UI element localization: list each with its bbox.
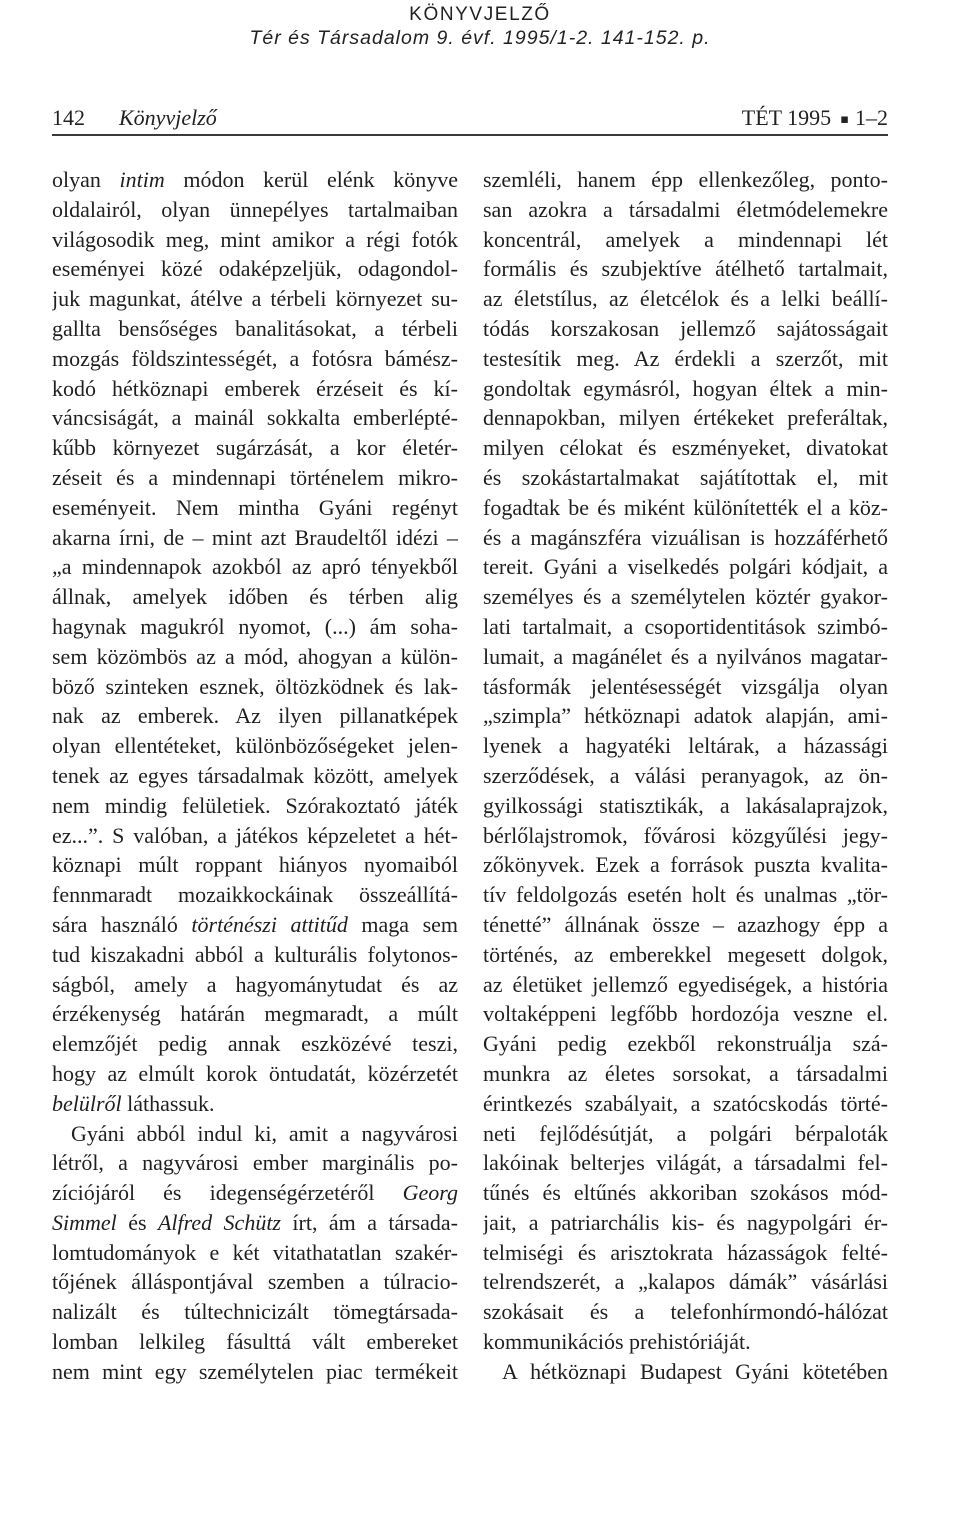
text-segment: tív feldolgozás esetén holt és unalmas „tör- (483, 882, 888, 908)
text-line (483, 1238, 888, 1268)
italic-text: Alfred Schütz (157, 1209, 281, 1235)
paragraph (483, 1357, 888, 1387)
text-segment: sem közömbös az a mód, ahogyan a külön- (52, 643, 458, 669)
text-line (483, 1148, 888, 1178)
text-line (483, 463, 888, 493)
text-segment: telmiségi és arisztokrata házasságok felté- (483, 1239, 888, 1265)
text-segment: lyenek a hagyatéki leltárak, a házassági (483, 733, 888, 759)
text-line (483, 1178, 888, 1208)
text-segment: láthassuk. (121, 1090, 215, 1116)
text-line (483, 970, 888, 1000)
text-segment: tud kiszakadni abból a kulturális folytonos- (52, 941, 458, 967)
text-segment: juk magunkat, átélve a térbeli környezet su- (52, 286, 458, 312)
text-line (483, 1267, 888, 1297)
text-segment: létről, a nagyvárosi ember marginális po- (52, 1150, 458, 1176)
text-segment: eseményei közé odaképzeljük, odagondol- (52, 256, 458, 282)
text-segment: kommunikációs prehistóriáját. (483, 1329, 751, 1355)
text-line (483, 284, 888, 314)
text-line (52, 314, 458, 344)
text-segment: Gyáni abból indul ki, amit a nagyvárosi (71, 1120, 458, 1146)
text-segment: az életüket jellemző egyediségek, a história (483, 971, 888, 997)
text-segment: Gyáni pedig ezekből rekonstruálja szá- (483, 1031, 888, 1057)
issue-number: 1–2 (855, 105, 888, 130)
text-segment: nem mindig felületiek. Szórakoztató játék (52, 792, 458, 818)
text-line (483, 552, 888, 582)
text-line (483, 880, 888, 910)
paragraph (52, 1119, 458, 1387)
italic-text: intim (119, 167, 165, 192)
text-line (483, 1089, 888, 1119)
text-segment: lomtudományok e két vitathatatlan szakér- (52, 1239, 458, 1265)
text-line (52, 374, 458, 404)
text-line (483, 612, 888, 642)
header-rule (52, 134, 888, 136)
text-line (52, 195, 458, 225)
text-column-right (483, 165, 888, 1387)
text-segment: bérlőlajstromok, fővárosi közgyűlési jegy- (483, 822, 888, 848)
italic-text: belülről (52, 1090, 122, 1116)
text-segment: érzékenység határán megmaradt, a múlt (52, 1001, 458, 1027)
text-line (52, 612, 458, 642)
text-segment: állnak, amelyek időben és térben alig (52, 584, 458, 610)
text-segment: kodó hétköznapi emberek érzéseit és kí- (52, 375, 458, 401)
square-bullet-icon: ▪ (840, 112, 849, 127)
text-line (52, 523, 458, 553)
text-line (483, 523, 888, 553)
text-segment: szemléli, hanem épp ellenkezőleg, ponto- (483, 167, 888, 192)
text-segment: és (116, 1209, 158, 1235)
text-line (483, 225, 888, 255)
text-line (52, 1357, 458, 1387)
text-segment: tereit. Gyáni a viselkedés polgári kódjait, a (483, 554, 888, 580)
text-segment: tásformák jelentésességét vizsgálja olyan (483, 673, 888, 699)
text-line (52, 880, 458, 910)
text-segment: testesítik meg. Az érdekli a szerzőt, mit (483, 345, 888, 371)
text-line (52, 1267, 458, 1297)
text-line (483, 999, 888, 1029)
text-line (52, 1119, 458, 1149)
text-line (483, 850, 888, 880)
text-line (52, 165, 458, 195)
text-segment: akarna írni, de – mint azt Braudeltől idézi – (52, 524, 458, 550)
text-column-left (52, 165, 458, 1387)
text-segment: ez...”. S valóban, a játékos képzeletet a hét- (52, 822, 458, 848)
text-line (483, 791, 888, 821)
text-segment: maga sem (347, 911, 458, 937)
text-segment: „a mindennapok azokból az apró tényekből (52, 554, 458, 580)
text-segment: írt, ám a társada- (281, 1209, 458, 1235)
paragraph (52, 165, 458, 1119)
text-segment: lakóinak belterjes világát, a társadalmi fel- (483, 1150, 888, 1176)
text-segment: munkra az életes sorsokat, a társadalmi (483, 1060, 888, 1086)
text-line (52, 940, 458, 970)
text-segment: sára használó (52, 911, 192, 937)
text-line (483, 672, 888, 702)
text-line (52, 731, 458, 761)
text-line (483, 374, 888, 404)
text-line (483, 493, 888, 523)
text-segment: az életstílus, az életcélok és a lelki beállí- (483, 286, 888, 312)
text-line (52, 403, 458, 433)
text-line (52, 910, 458, 940)
text-line (483, 1357, 888, 1387)
text-line (52, 254, 458, 284)
text-line (483, 433, 888, 463)
text-segment: san azokra a társadalmi életmódelemekre (483, 196, 888, 222)
text-segment: érintkezés szabályait, a szatócskodás törté- (483, 1090, 888, 1116)
text-line (52, 850, 458, 880)
text-segment: böző szinteken esznek, öltözködnek és lak- (52, 673, 458, 699)
text-segment: nem mint egy személytelen piac termékeit (52, 1358, 458, 1384)
text-line (483, 1119, 888, 1149)
page-number: 142 (52, 105, 85, 130)
text-segment: tódás korszakosan jellemző sajátosságait (483, 315, 888, 341)
journal-citation: Tér és Társadalom 9. évf. 1995/1-2. 141-152. p. (249, 27, 711, 49)
journal-abbreviation: TÉT 1995 (741, 105, 832, 130)
text-line (483, 821, 888, 851)
text-segment: és szokástartalmakat sajátítottak el, mit (483, 464, 888, 490)
text-segment: hogy az elmúlt korok öntudatát, közérzetét (52, 1060, 458, 1086)
text-segment: zéseit és a mindennapi történelem mikro- (52, 464, 458, 490)
text-line (52, 582, 458, 612)
text-line (52, 1327, 458, 1357)
text-segment: koncentrál, amelyek a mindennapi lét (483, 226, 888, 252)
text-segment: személyes és a személytelen köztér gyakor- (483, 584, 888, 610)
text-segment: „szimpla” hétköznapi adatok alapján, ami- (483, 703, 888, 729)
text-line (52, 701, 458, 731)
text-line (483, 165, 888, 195)
text-segment: gyilkossági statisztikák, a lakásalaprajzok, (483, 792, 888, 818)
text-segment: tűnés és eltűnés akkoriban szokásos mód- (483, 1180, 888, 1206)
text-line (483, 1327, 888, 1357)
text-line (52, 1029, 458, 1059)
text-line (52, 642, 458, 672)
text-segment: fogadtak be és miként különítették el a köz- (483, 494, 888, 520)
text-segment: és a magánszféra vizuálisan is hozzáférhető (483, 524, 888, 550)
text-segment: ténetté” állnának össze – azazhogy épp a (483, 911, 888, 937)
text-segment: olyan ellentéteket, különbözőségeket jelen- (52, 733, 458, 759)
text-line (52, 1238, 458, 1268)
text-segment: jait, a patriarchális kis- és nagypolgári ér- (483, 1209, 888, 1235)
running-head-right (742, 104, 888, 132)
text-segment: voltaképpeni legfőbb hordozója veszne el. (483, 1001, 888, 1027)
italic-text: történészi attitűd (191, 911, 348, 937)
running-head-section: Könyvjelző (119, 105, 217, 130)
text-line (483, 314, 888, 344)
text-segment: szokásait és a telefonhírmondó-hálózat (483, 1299, 888, 1325)
text-segment: hagynak magukról nyomot, (...) ám soha- (52, 613, 458, 639)
text-segment: zíciójáról és idegenségérzetéről (52, 1180, 403, 1206)
text-segment: olyan (52, 167, 120, 192)
text-line (52, 225, 458, 255)
text-segment: világosodik meg, mint amikor a régi fotók (52, 226, 458, 252)
text-segment: váncsiságát, a mainál sokkalta emberlépté- (52, 405, 458, 431)
text-segment: formális és szubjektíve átélhető tartalmait, (483, 256, 888, 282)
text-line (52, 1178, 458, 1208)
text-line (483, 940, 888, 970)
text-segment: történés, az emberekkel megesett dolgok, (483, 941, 888, 967)
text-segment: lati tartalmait, a csoportidentitások szimbó- (483, 613, 888, 639)
text-segment: eseményeit. Nem mintha Gyáni regényt (52, 494, 458, 520)
text-line (483, 403, 888, 433)
text-segment: lumait, a magánélet és a nyilvános magatar- (483, 643, 888, 669)
text-line (483, 254, 888, 284)
text-segment: tenek az egyes társadalmak között, amelyek (52, 762, 458, 788)
text-segment: nak az emberek. Az ilyen pillanatképek (52, 703, 458, 729)
text-segment: zőkönyvek. Ezek a források puszta kvalita- (483, 852, 888, 878)
text-segment: oldalairól, olyan ünnepélyes tartalmaiban (52, 196, 458, 222)
text-line (52, 1297, 458, 1327)
text-segment: dennapokban, milyen értékeket preferáltak, (483, 405, 888, 431)
text-line (52, 791, 458, 821)
text-line (483, 910, 888, 940)
text-line (52, 761, 458, 791)
text-segment: milyen célokat és eszményeket, divatokat (483, 435, 888, 461)
text-line (483, 1297, 888, 1327)
text-line (483, 1029, 888, 1059)
text-line (483, 701, 888, 731)
text-segment: elemzőjét pedig annak eszközévé teszi, (52, 1031, 458, 1057)
text-line (52, 552, 458, 582)
text-segment: fennmaradt mozaikkockáinak összeállítá- (52, 882, 458, 908)
text-line (483, 344, 888, 374)
text-line (52, 1148, 458, 1178)
text-line (52, 493, 458, 523)
text-line (52, 284, 458, 314)
journal-section-title: KÖNYVJELZŐ (409, 4, 551, 25)
running-head-left (52, 104, 217, 132)
text-line (483, 761, 888, 791)
text-line (52, 999, 458, 1029)
text-line (483, 731, 888, 761)
text-segment: tőjének álláspontjával szemben a túlracio- (52, 1269, 458, 1295)
italic-text: Simmel (52, 1209, 117, 1235)
running-head (52, 104, 888, 132)
paragraph (483, 165, 888, 1357)
text-segment: nalizált és túltechnicizált tömegtársada- (52, 1299, 458, 1325)
text-segment: ságból, amely a hagyománytudat és az (52, 971, 458, 997)
text-segment: szerződések, a válási peranyagok, az ön- (483, 762, 888, 788)
text-line (52, 1208, 458, 1238)
text-line (52, 344, 458, 374)
text-line (52, 1059, 458, 1089)
italic-text: Georg (402, 1180, 458, 1206)
text-segment: mozgás földszintességét, a fotósra bámész- (52, 345, 458, 371)
text-segment: gondoltak egymásról, hogyan éltek a min- (483, 375, 888, 401)
text-segment: telrendszerét, a „kalapos dámák” vásárlási (483, 1269, 888, 1295)
text-segment: kűbb környezet sugárzását, a kor életér- (52, 435, 458, 461)
text-segment: lomban lelkileg fásulttá vált embereket (52, 1329, 458, 1355)
text-line (52, 672, 458, 702)
text-segment: gallta bensőséges banalitásokat, a térbeli (52, 315, 458, 341)
text-line (52, 1089, 458, 1119)
text-segment: köznapi múlt roppant hiányos nyomaiból (52, 852, 458, 878)
text-segment: neti fejlődésútját, a polgári bérpaloták (483, 1120, 888, 1146)
text-line (52, 970, 458, 1000)
text-line (483, 1059, 888, 1089)
text-line (483, 642, 888, 672)
text-segment: A hétköznapi Budapest Gyáni kötetében (502, 1358, 888, 1384)
text-line (52, 463, 458, 493)
text-line (483, 195, 888, 225)
text-line (483, 582, 888, 612)
text-line (483, 1208, 888, 1238)
text-segment: módon kerül elénk könyve (164, 167, 458, 192)
text-line (52, 821, 458, 851)
text-line (52, 433, 458, 463)
